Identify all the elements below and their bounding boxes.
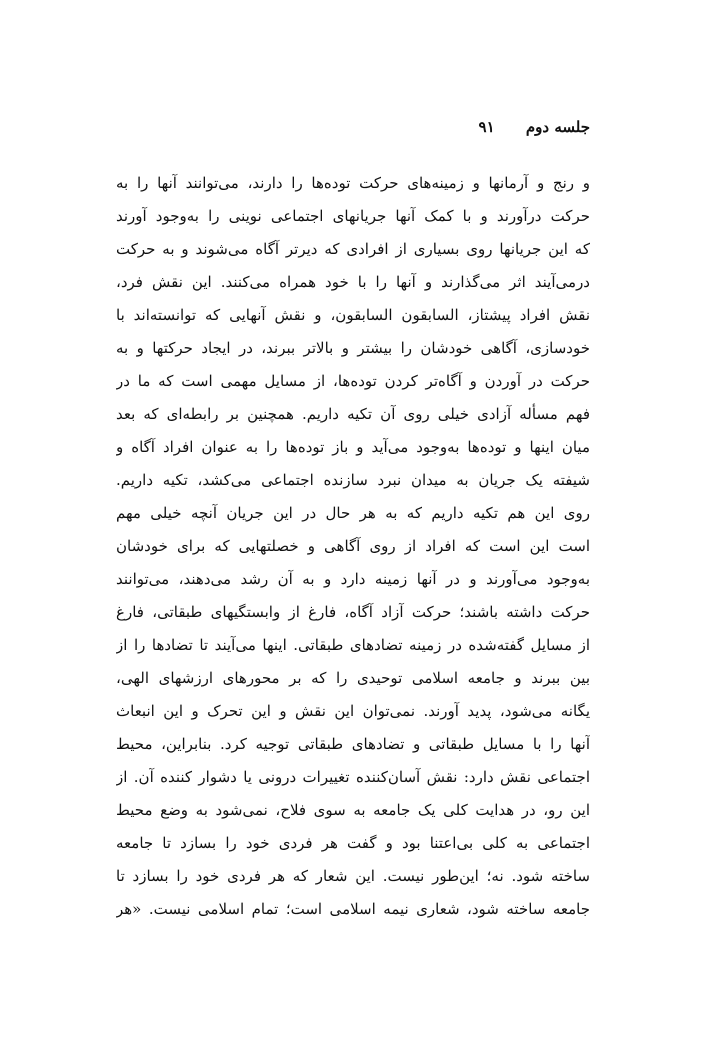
text-line: جامعه ساخته شود، شعاری نیمه اسلامی است؛ تمام اسلامی نیست. «هر	[116, 900, 590, 918]
text-line: فهم مسأله آزادی خیلی روی آن تکیه داریم. همچنین بر رابطه‌ای که بعد	[116, 405, 590, 423]
body-text	[116, 167, 590, 926]
text-line: میان اینها و توده‌ها به‌وجود می‌آید و باز توده‌ها را به عنوان افراد آگاه و	[116, 438, 590, 456]
text-line: اجتماعی نقش دارد: نقش آسان‌کننده تغییرات درونی یا دشوار کننده آن. از	[116, 768, 590, 786]
text-line: بین ببرند و جامعه اسلامی توحیدی را که بر محورهای ارزشهای الهی،	[116, 669, 590, 687]
text-line: به‌وجود می‌آورند و در آنها زمینه دارد و به آن رشد می‌دهند، می‌توانند	[116, 570, 590, 588]
text-line: حرکت در آوردن و آگاه‌تر کردن توده‌ها، از مسایل مهمی است که ما در	[116, 372, 590, 390]
text-line: که این جریانها روی بسیاری از افرادی که دیرتر آگاه می‌شوند و به حرکت	[116, 240, 590, 258]
text-line: است این است که افراد از روی آگاهی و خصلتهایی که برای خودشان	[116, 537, 590, 555]
text-line: آنها را با مسایل طبقاتی و تضادهای طبقاتی توجیه کرد. بنابراین، محیط	[116, 735, 590, 753]
text-line: یگانه می‌شود، پدید آورند. نمی‌توان این نقش و این تحرک و این انبعاث	[116, 702, 590, 720]
text-line: این رو، در هدایت کلی یک جامعه به سوی فلاح، نمی‌شود به وضع محیط	[116, 801, 590, 819]
text-line: ساخته شود. نه؛ این‌طور نیست. این شعار که هر فردی خود را بسازد تا	[116, 867, 590, 885]
text-line: شیفته یک جریان به میدان نبرد سازنده اجتماعی می‌کشد، تکیه داریم.	[116, 471, 590, 489]
text-line: اجتماعی به کلی بی‌اعتنا بود و گفت هر فردی خود را بسازد تا جامعه	[116, 834, 590, 852]
chapter-title: جلسه دوم	[525, 118, 590, 136]
text-line: و رنج و آرمانها و زمینه‌های حرکت توده‌ها را دارند، می‌توانند آنها را به	[116, 174, 590, 192]
text-line: درمی‌آیند اثر می‌گذارند و آنها را با خود همراه می‌کنند. این نقش فرد،	[116, 273, 590, 291]
text-line: از مسایل گفته‌شده در زمینه تضادهای طبقاتی. اینها می‌آیند تا تضادها را از	[116, 636, 590, 654]
text-line: حرکت داشته باشند؛ حرکت آزاد آگاه، فارغ از وابستگیهای طبقاتی، فارغ	[116, 603, 590, 621]
text-line: خودسازی، آگاهی خودشان را بیشتر و بالاتر ببرند، در ایجاد حرکتها و به	[116, 339, 590, 357]
text-line: نقش افراد پیشتاز، السابقون السابقون، و نقش آنهایی که توانسته‌اند با	[116, 306, 590, 324]
page-number: ۹۱	[478, 118, 495, 136]
running-header	[479, 118, 590, 136]
text-line: روی این هم تکیه داریم که به هر حال در این جریان آنچه خیلی مهم	[116, 504, 590, 522]
text-line: حرکت درآورند و با کمک آنها جریانهای اجتماعی نوینی را به‌وجود آورند	[116, 207, 590, 225]
